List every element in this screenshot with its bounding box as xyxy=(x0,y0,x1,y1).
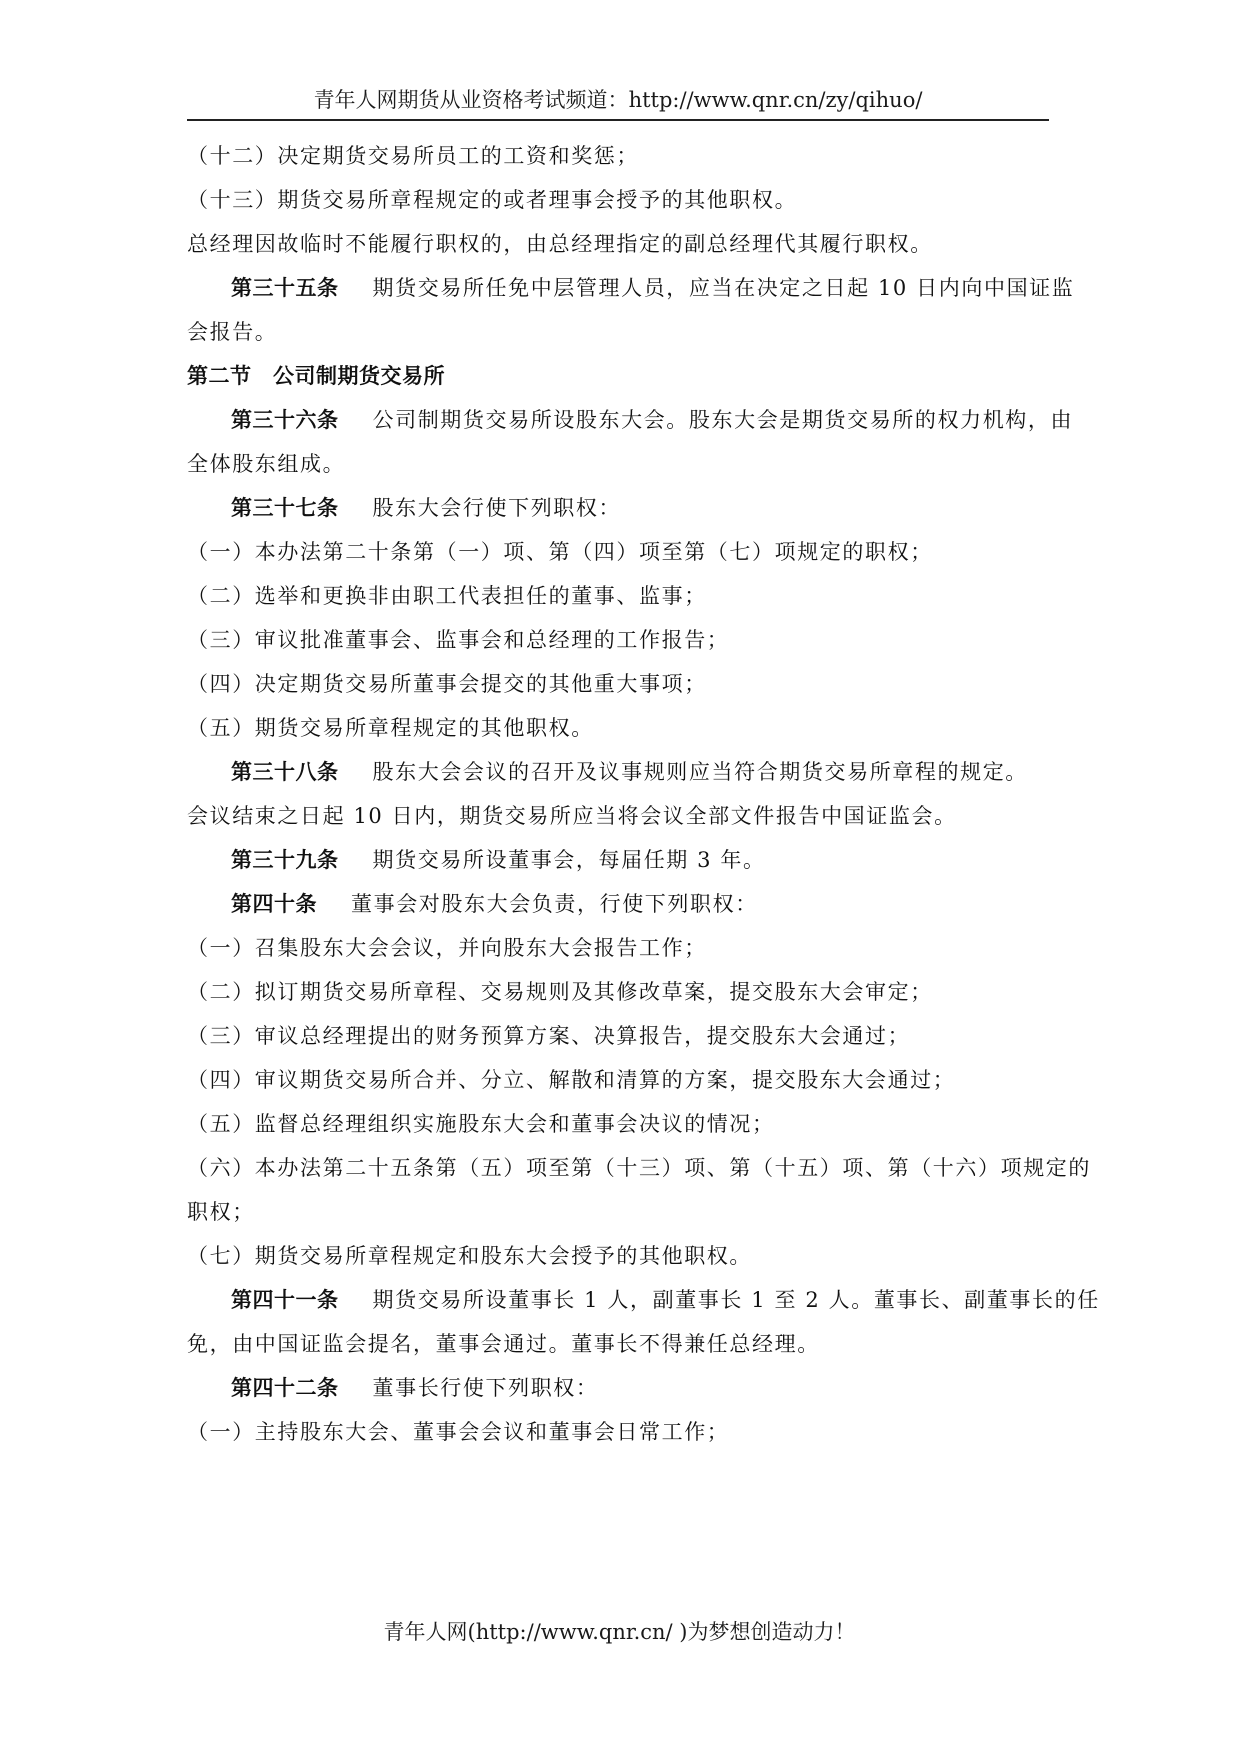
header-link[interactable]: http://www.qnr.cn/zy/qihuo/ xyxy=(628,88,923,112)
article-paragraph xyxy=(231,1288,1100,1312)
page-header xyxy=(187,84,1049,116)
text-line: （一）本办法第二十条第（一）项、第（四）项至第（七）项规定的职权； xyxy=(187,540,933,564)
text-line: 职权； xyxy=(187,1200,255,1224)
article-heading: 第四十一条 xyxy=(231,1288,339,1312)
article-heading: 第三十九条 xyxy=(231,848,339,872)
text-line: （三）审议批准董事会、监事会和总经理的工作报告； xyxy=(187,628,730,652)
article-text: 董事会对股东大会负责，行使下列职权： xyxy=(351,892,758,916)
article-paragraph xyxy=(231,276,1075,300)
text-line: 会报告。 xyxy=(187,320,278,344)
article-paragraph xyxy=(231,848,1052,872)
text-line: （十二）决定期货交易所员工的工资和奖惩； xyxy=(187,144,639,168)
text-line: （五）期货交易所章程规定的其他职权。 xyxy=(187,716,594,740)
text-line: （三）审议总经理提出的财务预算方案、决算报告，提交股东大会通过； xyxy=(187,1024,911,1048)
section-heading xyxy=(187,364,1052,388)
article-heading: 第三十七条 xyxy=(231,496,339,520)
article-text: 期货交易所设董事会，每届任期 3 年。 xyxy=(372,848,766,872)
text-line: 全体股东组成。 xyxy=(187,452,346,476)
text-line: （一）主持股东大会、董事会会议和董事会日常工作； xyxy=(187,1420,730,1444)
article-text: 期货交易所设董事长 1 人，副董事长 1 至 2 人。董事长、副董事长的任 xyxy=(372,1288,1100,1312)
article-heading: 第四十条 xyxy=(231,892,317,916)
article-text: 股东大会行使下列职权： xyxy=(372,496,622,520)
text-line: （四）审议期货交易所合并、分立、解散和清算的方案，提交股东大会通过； xyxy=(187,1068,956,1092)
article-text: 股东大会会议的召开及议事规则应当符合期货交易所章程的规定。 xyxy=(372,760,1028,784)
header-text: 青年人网期货从业资格考试频道： xyxy=(313,88,629,112)
article-paragraph xyxy=(231,892,1052,916)
text-line: （二）选举和更换非由职工代表担任的董事、监事； xyxy=(187,584,707,608)
text-line: （五）监督总经理组织实施股东大会和董事会决议的情况； xyxy=(187,1112,775,1136)
article-heading: 第四十二条 xyxy=(231,1376,339,1400)
header-divider xyxy=(187,119,1049,121)
article-paragraph xyxy=(231,496,1052,520)
text-line: （四）决定期货交易所董事会提交的其他重大事项； xyxy=(187,672,707,696)
text-line: 会议结束之日起 10 日内，期货交易所应当将会议全部文件报告中国证监会。 xyxy=(187,804,957,828)
article-text: 公司制期货交易所设股东大会。股东大会是期货交易所的权力机构，由 xyxy=(372,408,1074,432)
page-footer: 青年人网(http://www.qnr.cn/ )为梦想创造动力！ xyxy=(383,1620,856,1644)
text-line: （一）召集股东大会会议，并向股东大会报告工作； xyxy=(187,936,707,960)
article-paragraph xyxy=(231,1376,1052,1400)
article-heading: 第三十六条 xyxy=(231,408,339,432)
article-text: 董事长行使下列职权： xyxy=(372,1376,599,1400)
article-heading: 第三十八条 xyxy=(231,760,339,784)
text-line: （十三）期货交易所章程规定的或者理事会授予的其他职权。 xyxy=(187,188,798,212)
article-paragraph xyxy=(231,408,1074,432)
section-title: 第二节 公司制期货交易所 xyxy=(187,364,445,388)
article-text: 期货交易所任免中层管理人员，应当在决定之日起 10 日内向中国证监 xyxy=(372,276,1075,300)
text-line: 总经理因故临时不能履行职权的，由总经理指定的副总经理代其履行职权。 xyxy=(187,232,933,256)
text-line: （六）本办法第二十五条第（五）项至第（十三）项、第（十五）项、第（十六）项规定的 xyxy=(187,1156,1091,1180)
text-line: （七）期货交易所章程规定和股东大会授予的其他职权。 xyxy=(187,1244,752,1268)
text-line: （二）拟订期货交易所章程、交易规则及其修改草案，提交股东大会审定； xyxy=(187,980,933,1004)
article-heading: 第三十五条 xyxy=(231,276,339,300)
article-paragraph xyxy=(231,760,1052,784)
text-line: 免，由中国证监会提名，董事会通过。董事长不得兼任总经理。 xyxy=(187,1332,820,1356)
